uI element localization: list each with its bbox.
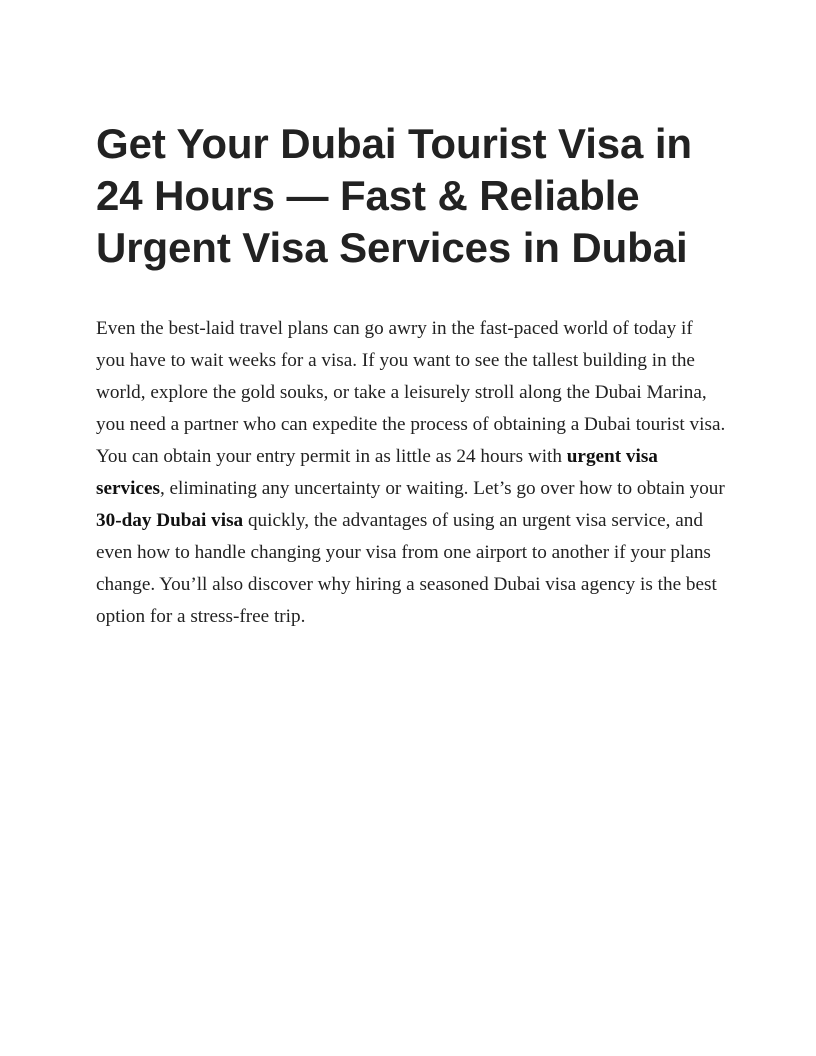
urgent-visa-services-emphasis: urgent visa services xyxy=(96,446,658,499)
intro-text-1: Even the best-laid travel plans can go awry in the fast-paced world of today if you have to wait weeks for a visa. If you want to see the tallest building in the world, explore the gold souks, or take a leisurely stroll along the Dubai Marina, you need a partner who can expedite the process of obtaining a Dubai tourist visa. You can obtain your entry permit in as little as 24 hours with xyxy=(96,318,726,467)
30-day-dubai-visa-emphasis: 30-day Dubai visa xyxy=(96,510,244,531)
intro-text-3: quickly, the advantages of using an urgent visa service, and even how to handle changing your visa from one airport to another if your plans change. You’ll also discover why hiring a seasoned Dubai visa agency is the best option for a stress-free trip. xyxy=(96,510,717,627)
intro-paragraph xyxy=(96,313,726,633)
document-page xyxy=(96,118,726,633)
page-title: Get Your Dubai Tourist Visa in 24 Hours — Fast & Reliable Urgent Visa Services in Dubai xyxy=(96,120,692,271)
intro-text-2: , eliminating any uncertainty or waiting. Let’s go over how to obtain your xyxy=(159,478,725,499)
